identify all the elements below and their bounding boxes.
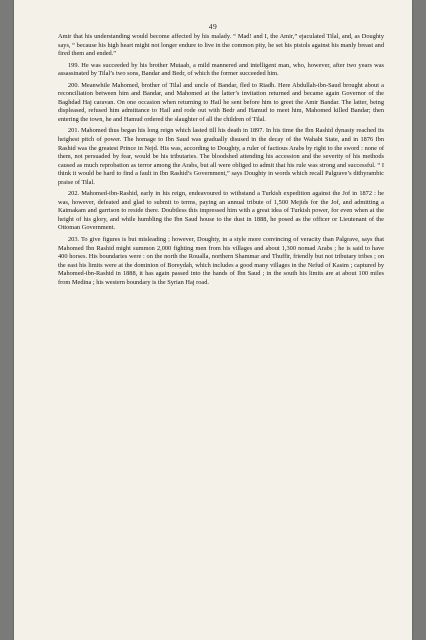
book-page [14,0,412,640]
paragraph-199: 199. He was succeeded by his brother Mutaab, a mild mannered and intelligent man, who, however, after two years was assassinated by Tilal’s two sons, Bandar and Bedr, of which the former succeeded him. [58,61,384,78]
page-number: 49 [208,22,218,31]
paragraph-202: 202. Mahomed-ibn-Rashid, early in his reign, endeavoured to withstand a Turkish expedition against the Jof in 1872 : he was, however, defeated and glad to submit to terms, paying an annual tribute of 1,500 Mejids for the Jof, and admitting a Kaimakam and garrison to reside there. Doubtless this impressed him with a great idea of Turkish power, for even when at the height of his glory, and while humbling the Ibn Saud house to the dust in 1888, he posed as the officer or Lieutenant of the Ottoman Government. [58,190,384,232]
paragraph-200: 200. Meanwhile Mahomed, brother of Tilal and uncle of Bandar, fled to Riadh. Here Abdullah-ibn-Saud brought about a reconciliation between him and Bandar, and Mahomed at the latter’s invitation returned and became again Governor of the Baghdad Haj caravan. On one occasion when returning to Hail he sent before him to greet the Amir Bandar. The latter, being displeased, refused him admittance to Hail and rode out with Bedr and Hamud to meet him, Mahomed killed Bandar; then entering the town, he and Hamud ordered the slaughter of all the children of Tilal. [58,81,384,123]
paragraph-203: 203. To give figures is but misleading ; however, Doughty, in a style more convincing of veracity than Palgrave, says that Mahomed Ibn Rashid might summon 2,000 fighting men from his villages and about 1,300 nomad Arabs ; he is said to have 400 horses. His boundaries were : on the north the Roualla, northern Shammar and Thuffir, friendly but not tributary tribes ; on the east his limits were at the dominion of Boreydah, which includes a good many villages in the Nefud of Kasim ; captured by Mahomed-ibn-Rashid in 1888, it has again passed into the hands of Ibn Saud ; in the south his limits are at about 100 miles from Medina ; his western boundary is the Syrian Haj road. [58,236,384,286]
paragraph-201: 201. Mahomed thus began his long reign which lasted till his death in 1897. In his time the Ibn Rashid dynasty reached its heighest pitch of power. The homage to Ibn Saud was gradually disused in the decay of the Wahabi State, and in 1876 Ibn Rashid was the greatest Prince in Nejd. His was, according to Doughty, a ruler of factious Arabs by right to the sword : none of them, not persuaded by fear, would be his tributaries. The bloodshed attending his accession and the severity of his methods caused as much reprobation as terror among the Arabs, but all were obliged to admit that his rule was strong and successful. “ I think it would be hard to find a fault in Ibn Rashid’s Government,” says Doughty in words which recall Palgrave’s dithyrambic praise of Tilal. [58,127,384,186]
paragraph-continuation: Amir that his understanding would become affected by his malady. “ Mad! and I, the Amir,” ejaculated Tilal, and, as Doughty says, “ because his high heart might not longer endure to live in the common pity, he set his pistols against his manly breast and fired them and ended.” [58,33,384,58]
body-text [58,33,384,290]
